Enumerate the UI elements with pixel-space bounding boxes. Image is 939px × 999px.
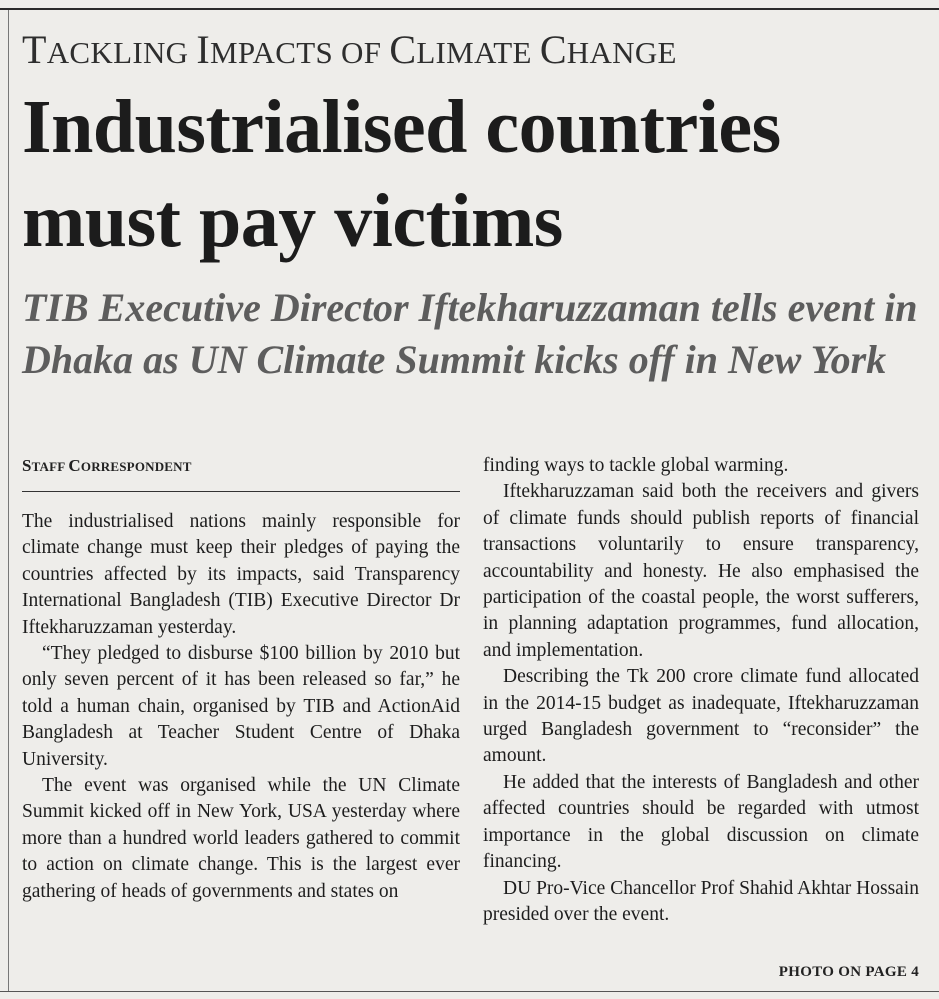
article-column-left [22, 509, 460, 905]
article-paragraph: Iftekharuzzaman said both the receivers and givers of climate funds should publish reports of financial transactions voluntarily to ensure transparency, accountability and honesty. He also emphasised the participation of the coastal people, the worst sufferers, in planning adaptation programmes, fund allocation, and implementation. [483, 481, 919, 661]
byline: STAFF CORRESPONDENT [22, 456, 192, 475]
article-paragraph: “They pledged to disburse $100 billion by 2010 but only seven percent of it has been released so far,” he told a human chain, organised by TIB and ActionAid Bangladesh at Teacher Student Centre of Dhaka University. [22, 643, 460, 770]
article-column-right [483, 453, 919, 928]
section-kicker: TACKLING IMPACTS OF CLIMATE CHANGE [22, 27, 677, 72]
article-paragraph: The industrialised nations mainly responsible for climate change must keep their pledges of paying the countries affected by its impacts, said Transparency International Bangladesh (TIB) Executive Director Dr Iftekharuzzaman yesterday. [22, 511, 460, 638]
article-paragraph: DU Pro-Vice Chancellor Prof Shahid Akhtar Hossain presided over the event. [483, 877, 919, 925]
left-rule [8, 10, 9, 991]
article-paragraph: finding ways to tackle global warming. [483, 455, 789, 476]
article-paragraph: Describing the Tk 200 crore climate fund allocated in the 2014-15 budget as inadequate, Iftekharuzzaman urged Bangladesh government to “reconsider” the amount. [483, 666, 919, 767]
top-rule [0, 8, 939, 10]
photo-reference: PHOTO ON PAGE 4 [778, 964, 919, 980]
bottom-rule [0, 991, 939, 992]
byline-rule [22, 491, 460, 492]
headline: Industrialised countries must pay victims [22, 85, 781, 263]
deck-subheadline: TIB Executive Director Iftekharuzzaman tells event in Dhaka as UN Climate Summit kicks off in New York [22, 285, 918, 382]
article-paragraph: The event was organised while the UN Climate Summit kicked off in New York, USA yesterday where more than a hundred world leaders gathered to commit to action on climate change. This is the largest ever gathering of heads of governments and states on [22, 775, 460, 902]
article-paragraph: He added that the interests of Bangladesh and other affected countries should be regarded with utmost importance in the global discussion on climate financing. [483, 771, 919, 873]
